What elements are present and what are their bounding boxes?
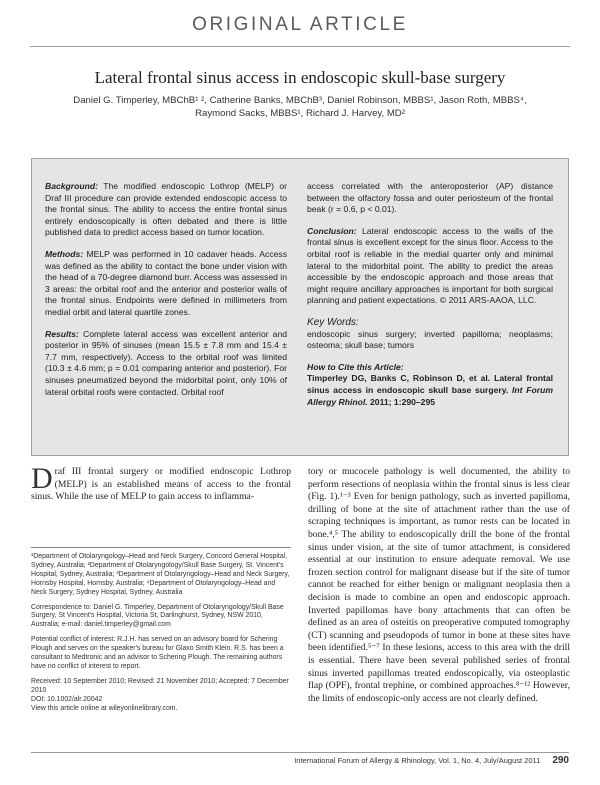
- abstract-box: [31, 158, 569, 456]
- keywords-heading: Key Words:: [307, 316, 359, 328]
- affiliation: ⁴Department of Otolaryngology–Head and Neck Surgery, Sydney Hospital, Sydney, Australia: [31, 579, 276, 596]
- citation: [307, 362, 553, 408]
- body-right-column: [308, 466, 570, 705]
- abstract-methods: [45, 249, 287, 319]
- copyright: © 2011 ARS-AAOA, LLC.: [439, 295, 537, 306]
- background-text: The modified endoscopic Lothrop (MELP) or Draf III procedure can provide extended endoscopic access to the frontal sinus. The ability to access the entire frontal sinus entirely endoscopically is often debated and there is little published data to predict access based on tumor location.: [45, 181, 288, 238]
- section-label: ORIGINAL ARTICLE: [192, 14, 408, 35]
- page-footer: [294, 755, 569, 766]
- cite-tail: 2011; 1:290–295: [370, 396, 436, 407]
- footer-rule: [31, 752, 569, 753]
- received-dates: Received: 10 September 2010; Revised: 21 November 2010; Accepted: 7 December 2010: [31, 677, 289, 694]
- results-continued: access correlated with the anteroposterior (AP) distance between the olfactory fossa and outer periosteum of the frontal beak (r = 0.6, p < 0.01).: [307, 181, 553, 215]
- conflict-of-interest: Potential conflict of interest: R.J.H. has served on an advisory board for Schering Plough and serves on the speaker's bureau for Glaxo Smith Klein. R.S. has been a consultant to Medtronic and an advisor to Schering Plough. The remaining authors have no conflict of interest to report.: [31, 636, 284, 670]
- authors-line-1: Daniel G. Timperley, MBChB¹ ², Catherine Banks, MBChB³, Daniel Robinson, MBBS¹, Jason Roth, MBBS⁴,: [73, 95, 527, 106]
- cite-heading: How to Cite this Article:: [307, 361, 404, 372]
- section-header: [0, 0, 600, 50]
- article-dates: [31, 678, 291, 714]
- affiliation: ¹Department of Otolaryngology–Head and Neck Surgery, Concord General Hospital, Sydney, Australia;: [31, 553, 288, 569]
- journal-citation: International Forum of Allergy & Rhinology, Vol. 1, No. 4, July/August 2011: [294, 756, 541, 765]
- affiliations: [31, 553, 291, 598]
- body-left-column: [31, 462, 291, 504]
- results-heading: Results:: [45, 328, 79, 339]
- abstract-results: [45, 329, 287, 399]
- header-rule: [30, 46, 570, 47]
- affiliation: ³Department of Otolaryngology–Head and Neck Surgery, Hornsby Hospital, Hornsby, Australia;: [31, 570, 290, 587]
- abstract-left-column: [45, 181, 287, 408]
- drop-cap: D: [31, 462, 53, 495]
- abstract-background: [45, 181, 287, 239]
- body-right-text: tory or mucocele pathology is well documented, the ability to perform resections of neoplasia within the frontal sinus is less clear (Fig. 1).¹⁻³ Even for benign pathology, such as inverted papilloma, drilling of bone at the site of attachment rather than the use of scraping techniques is important, as tumor rests can be located in bone.⁴,⁵ The ability to endoscopically drill the bone of the frontal sinus under vision, at the site of tumor attachment, is considered essential at our institution to ensure adequate removal. We use frozen section control for malignant disease but if the site of tumor cannot be reached for either benign or malignant neoplasia then a decision is made to combine an open and endoscopic approach. Inverted papillomas have bony attachments that can often be defined as an area of osteitis on preoperative computed tomography (CT) scanning and pseudopods of tumor in bone at these sites have been identified.⁵⁻⁷ In these lesions, access to this area with the drill is essential. There have been several published series of frontal sinus inverted papillomas treated endoscopically, via osteoplastic flap (OPF), frontal trephine, or combined approaches.⁸⁻¹² However, the limits of endoscopic-only access are not clearly defined.: [308, 466, 570, 704]
- cite-text: Timperley DG, Banks C, Robinson D, et al. Lateral frontal sinus access in endoscopic skull base surgery.: [307, 373, 553, 395]
- page-number: 290: [552, 755, 569, 766]
- correspondence: Correspondence to: Daniel G. Timperley, Department of Otolaryngology/Skull Base Surgery, St Vincent's Hospital, Victoria St, Darlinghurst, Sydney, NSW 2010, Australia; e-mail: daniel.timperley@gmail.com: [31, 603, 284, 629]
- article-title: Lateral frontal sinus access in endoscopic skull-base surgery: [94, 68, 506, 87]
- abstract-right-column: [307, 181, 553, 418]
- background-heading: Background:: [45, 181, 98, 191]
- authors-line-2: Raymond Sacks, MBBS¹, Richard J. Harvey, MD²: [195, 108, 405, 119]
- affiliation: ²Department of Otolaryngology/Skull Base Surgery, St. Vincent's Hospital, Sydney, Australia;: [31, 561, 284, 578]
- footnote-rule: [31, 547, 291, 548]
- methods-text: MELP was performed in 10 cadaver heads. Access was defined as the ability to contact the bone under vision with the head of a 70-degree diamond burr. Access was assessed in 3 areas: the orbital roof and the anterior and posterior walls of the frontal sinus. Endpoints were defined in millimeters from medial orbit and lateral quartile zones.: [45, 248, 287, 317]
- abstract-conclusion: [307, 226, 553, 307]
- online-note: View this article online at wileyonlinelibrary.com.: [31, 704, 178, 712]
- conclusion-text: Lateral endoscopic access to the walls of the frontal sinus is excellent except for the sinus floor. Access to the orbital roof is reliable in the medial quarter only and minimal lateral to the midorbital point. The ability to predict the areas accessible by the endoscopic approach and those areas that might require ancillary approaches is important for both surgical planning and patient expectations.: [307, 225, 554, 306]
- results-text: Complete lateral access was excellent anterior and posterior in 95% of sinuses (mean 15.5 ± 7.8 mm and 15.4 ± 7.7 mm, respectively). Access to the orbital roof was limited (10.3 ± 4.6 mm; p = 0.01 comparing anterior and posterior). For sinuses pneumatized beyond the midorbital point, only 10% of lateral orbital roofs were contacted. Orbital roof: [45, 328, 288, 397]
- methods-heading: Methods:: [45, 248, 84, 259]
- doi: DOI: 10.1002/alr.20042: [31, 695, 103, 703]
- footnotes: [31, 547, 291, 720]
- author-list: [60, 94, 540, 120]
- conclusion-heading: Conclusion:: [307, 225, 357, 236]
- body-left-text: raf III frontal surgery or modified endoscopic Lothrop (MELP) is an established means of access to the frontal sinus. While the use of MELP to gain access to inflamma-: [31, 466, 291, 503]
- keywords: [307, 317, 553, 352]
- keywords-text: endoscopic sinus surgery; inverted papilloma; neoplasms; osteoma; skull base; tumors: [307, 328, 553, 351]
- cite-journal: Int Forum Allergy Rhinol.: [307, 384, 554, 407]
